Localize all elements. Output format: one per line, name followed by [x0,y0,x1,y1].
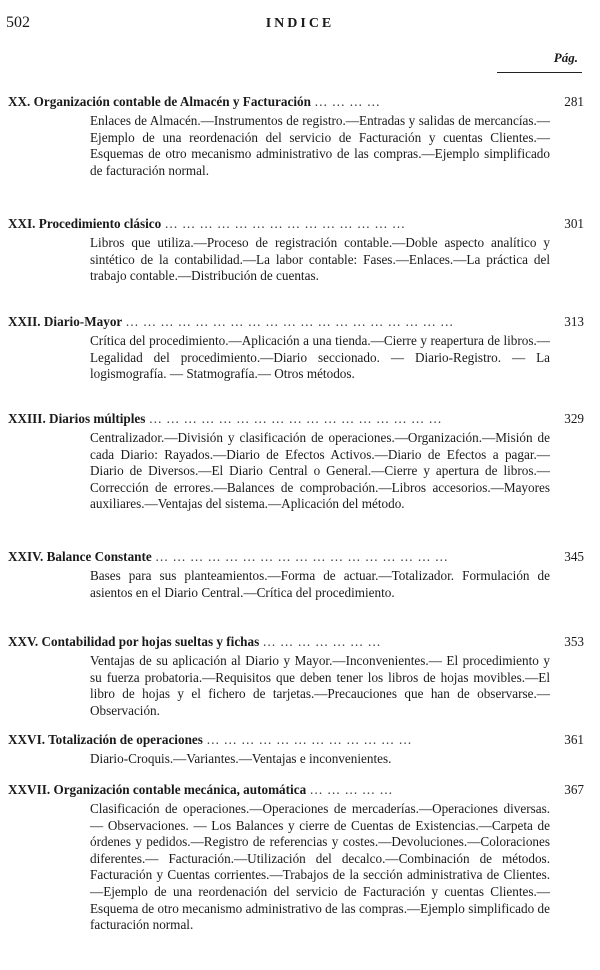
chapter-heading [0,411,600,430]
chapter-heading [0,94,600,113]
dot-leader: … … … … [314,94,381,109]
chapter-xxii [0,314,600,411]
chapter-description: Enlaces de Almacén.—Instrumentos de registro.—Entradas y salidas de mercancías.—Ejemplo de una reordenación del servicio de Facturación y cuentas Clientes.—Esquemas de otro mecanismo administrativo de las compras.—Ejemplo simplificado de facturación normal. [90,113,550,178]
chapter-title: Diario-Mayor [43,314,123,329]
chapter-title: Totalización de operaciones [48,732,203,747]
chapter-page: 353 [564,634,584,649]
chapter-description: Crítica del procedimiento.—Aplicación a una tienda.—Cierre y reapertura de libros.—Legalidad del procedimiento.—Diario seccionado. — Diario-Registro. — La logismografía. — Statmografía.— Otros métodos. [90,333,550,382]
chapter-page: 329 [564,411,584,426]
chapter-description: Clasificación de operaciones.—Operaciones de mercaderías.—Operaciones diversas. — Observaciones. — Los Balances y cierre de Cuentas de Existencias.—Carpeta de órdenes y pedidos.—Registro de referencias y costes.—Devoluciones.—Coloraciones diferentes.— Facturación.—Utilización del decalco.—Combinación de métodos. Facturación y Cuentas corrientes.—Trabajos de la sección administrativa de Clientes.—Ejemplo de una reordenación del servicio de Facturación y cuentas Clientes.—Esquema de otro mecanismo administrativo de las compras.—Ejemplo simplificado de facturación normal. [90,801,550,933]
table-of-contents [0,94,600,934]
page-column-label: Pág. [553,50,578,65]
chapter-title: Contabilidad por hojas sueltas y fichas [41,634,260,649]
chapter-xxvi [0,732,600,782]
chapter-description: Ventajas de su aplicación al Diario y Mayor.—Inconvenientes.— El procedimiento y su fuerza probatoria.—Requisitos que deben tener los libros de hojas movibles.—El libro de hojas y el fichero de tarjetas.—Precauciones que han de observarse.—Observación. [90,653,550,718]
chapter-page: 367 [564,782,584,797]
dot-leader: … … … … … … … … … … … … … … … … … [155,549,449,564]
chapter-number: XXV. Contabilidad por hojas sueltas y fichas … … … … … … … [8,634,382,649]
dot-leader: … … … … … … … … … … … … [206,732,413,747]
chapter-number: XXI. Procedimiento clásico … … … … … … … … … … … … … … [8,216,406,231]
chapter-title: Organización contable mecánica, automática [53,782,307,797]
dot-leader: … … … … … … … [262,634,382,649]
page-header [0,14,600,36]
chapter-xxiii [0,411,600,549]
chapter-number: XXVI. Totalización de operaciones … … … … … … … … … … … … [8,732,413,747]
chapter-heading [0,314,600,333]
chapter-xxi [0,216,600,314]
dot-leader: … … … … … … … … … … … … … … … … … … … [125,314,454,329]
chapter-xx [0,94,600,216]
chapter-page: 345 [564,549,584,564]
chapter-xxvii [0,782,600,934]
running-title: INDICE [265,16,335,31]
chapter-number: XXII. Diario-Mayor … … … … … … … … … … … … … … … … … … … [8,314,454,329]
dot-leader: … … … … … [309,782,394,797]
chapter-page: 301 [564,216,584,231]
chapter-description: Diario-Croquis.—Variantes.—Ventajas e inconvenientes. [90,751,392,766]
chapter-xxv [0,634,600,732]
chapter-description: Libros que utiliza.—Proceso de registración contable.—Doble aspecto analítico y sintético de la contabilidad.—La labor contable: Fases.—Enlaces.—La práctica del trabajo contable.—Distribución de cuentas. [90,235,550,284]
chapter-number: XXIII. Diarios múltiples … … … … … … … … … … … … … … … … … [8,411,443,426]
chapter-heading [0,216,600,235]
chapter-heading [0,782,600,801]
chapter-title: Procedimiento clásico [38,216,162,231]
chapter-number: XX. Organización contable de Almacén y Facturación … … … … [8,94,381,109]
chapter-number: XXVII. Organización contable mecánica, automática … … … … … [8,782,394,797]
chapter-description: Bases para sus planteamientos.—Forma de actuar.—Totalizador. Formulación de asientos en el Diario Central.—Crítica del procedimiento. [90,568,550,600]
chapter-page: 313 [564,314,584,329]
chapter-heading [0,634,600,653]
chapter-heading [0,732,600,751]
dot-leader: … … … … … … … … … … … … … … [164,216,406,231]
page-number: 502 [6,14,30,31]
chapter-number: XXIV. Balance Constante … … … … … … … … … … … … … … … … … [8,549,449,564]
header-rule [497,72,582,73]
chapter-description: Centralizador.—División y clasificación de operaciones.—Organización.—Misión de cada Diario: Rayados.—Diario de Efectos Activos.—Diario de Efectos a pagar.—Diario de Diversos.—El Diario Central o General.—Cierre y apertura de libros.—Corrección de errores.—Balances de comprobación.—Libros accesorios.—Mayores auxiliares.—Ventajas del sistema.—Aplicación del método. [90,430,550,512]
chapter-title: Balance Constante [46,549,152,564]
chapter-page: 281 [564,94,584,109]
chapter-xxiv [0,549,600,634]
chapter-heading [0,549,600,568]
chapter-title: Diarios múltiples [49,411,146,426]
dot-leader: … … … … … … … … … … … … … … … … … [148,411,443,426]
chapter-title: Organización contable de Almacén y Facturación [33,94,311,109]
chapter-page: 361 [564,732,584,747]
